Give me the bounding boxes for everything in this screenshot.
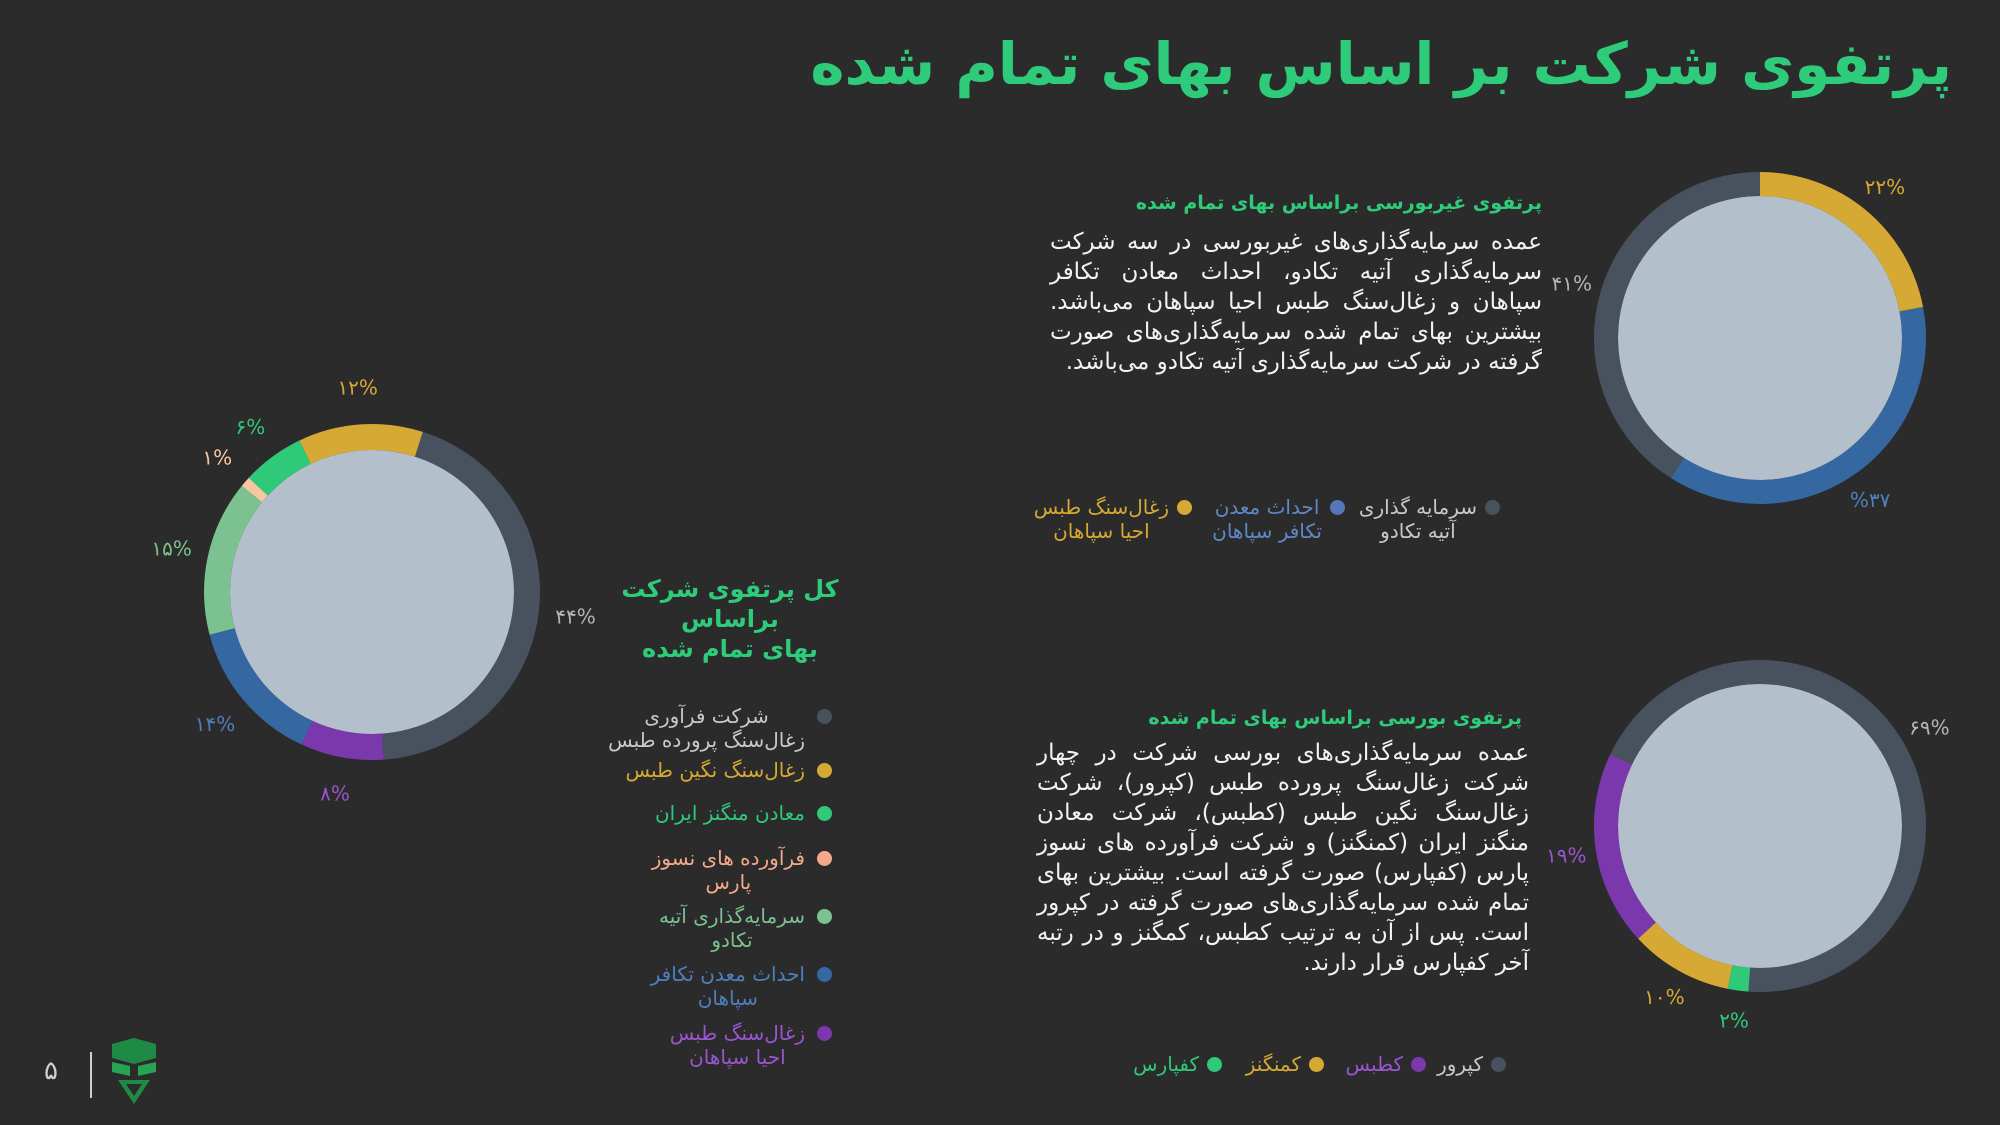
data-label-non_listed-1: %۳۷	[1849, 488, 1891, 513]
legend-label: کپرور	[1437, 1052, 1483, 1076]
legend-label: زغال‌سنگ نگین طبس	[625, 758, 805, 782]
non-listed-subtitle: پرتفوی غیربورسی براساس بهای تمام شده	[1135, 192, 1542, 214]
legend-label: کمنگنز	[1245, 1052, 1301, 1076]
donut-chart-total	[151, 375, 595, 805]
data-label-total-3: ۱%	[202, 445, 233, 470]
total-title-line2: بهای تمام شده	[642, 635, 818, 663]
data-label-listed-0: ۶۹%	[1909, 715, 1950, 740]
legend-label: فرآورده های نسوز	[651, 846, 805, 870]
legend-label: احیا سپاهان	[1053, 519, 1150, 543]
data-label-total-5: ۱۴%	[194, 711, 236, 736]
legend-label: پارس	[705, 870, 752, 894]
legend-label: کفپارس	[1133, 1052, 1199, 1076]
legend-label: احداث معدن	[1214, 495, 1320, 519]
footer-divider	[90, 1052, 92, 1098]
legend-label: سرمایه گذاری	[1358, 495, 1477, 519]
legend-label: آتیه تکادو	[1380, 519, 1456, 543]
donut-center-disc	[230, 450, 514, 734]
data-label-non_listed-0: ۴۱%	[1551, 271, 1593, 296]
donut-chart-non_listed	[1552, 172, 1926, 512]
legend-label: زغال‌سنگ طبس	[1033, 495, 1169, 519]
data-label-listed-3: ۲%	[1719, 1008, 1749, 1033]
legend-label: کطبس	[1345, 1052, 1403, 1076]
data-label-non_listed-2: ۲۲%	[1864, 174, 1906, 199]
data-label-total-1: ۱۲%	[337, 375, 378, 400]
legend-label: سرمایه‌گذاری آتیه	[658, 904, 805, 928]
legend-label: تکافر سپاهان	[1212, 519, 1322, 543]
legend-label: شرکت فرآوری	[644, 704, 769, 728]
data-label-listed-2: ۱۰%	[1644, 985, 1685, 1010]
non-listed-paragraph: عمده سرمایه‌گذاری‌های غیربورسی در سه شرکت سرمایه‌گذاری آتیه تکادو، احداث معادن تکافر سپاهان و زغال‌سنگ طبس احیا سپاهان می‌باشد. بیشترین بهای تمام شده سرمایه‌گذاری‌های صورت گرفته در شرکت سرمایه‌گذاری آتیه تکادو می‌باشد.	[1050, 229, 1542, 375]
data-label-total-6: ۸%	[320, 781, 350, 806]
page-title: پرتفوی شرکت بر اساس بهای تمام شده	[810, 30, 1952, 98]
legend-label: معادن منگنز ایران	[654, 801, 805, 825]
data-label-total-4: ۱۵%	[151, 536, 192, 561]
legend-label: سپاهان	[697, 986, 758, 1010]
legend-label: زغال‌سنگ پرورده طبس	[608, 728, 805, 752]
data-label-total-0: ۴۴%	[555, 604, 596, 629]
legend-label: زغال‌سنگ طبس	[669, 1021, 805, 1045]
donut-center-disc	[1618, 684, 1902, 968]
legend-label: احداث معدن تکافر	[650, 962, 805, 986]
company-logo-icon	[108, 1036, 160, 1106]
data-label-total-2: ۶%	[235, 414, 266, 439]
listed-subtitle: پرتفوی بورسی براساس بهای تمام شده	[1148, 707, 1522, 729]
donut-center-disc	[1618, 196, 1902, 480]
legend-label: تکادو	[711, 928, 753, 952]
data-label-listed-1: ۱۹%	[1545, 843, 1587, 868]
listed-paragraph: عمده سرمایه‌گذاری‌های بورسی شرکت در چهار شرکت زغال‌سنگ پرورده طبس (کپرور)، شرکت زغال‌سنگ نگین طبس (کطبس)، شرکت معادن منگنز ایران (کمنگنز) و شرکت فرآورده های نسوز پارس (کفپارس) صورت گرفته است. بیشترین بهای تمام شده سرمایه‌گذاری‌های صورت گرفته در کپرور است. پس از آن به ترتیب کطبس، کمگنز و در رتبه آخر کفپارس قرار دارند.	[1037, 740, 1529, 976]
page-number: ۵	[44, 1056, 58, 1086]
legend-label: احیا سپاهان	[689, 1045, 786, 1069]
total-title-line1: کل پرتفوی شرکت براساس	[621, 575, 839, 633]
donut-chart-listed	[1546, 660, 1950, 1032]
